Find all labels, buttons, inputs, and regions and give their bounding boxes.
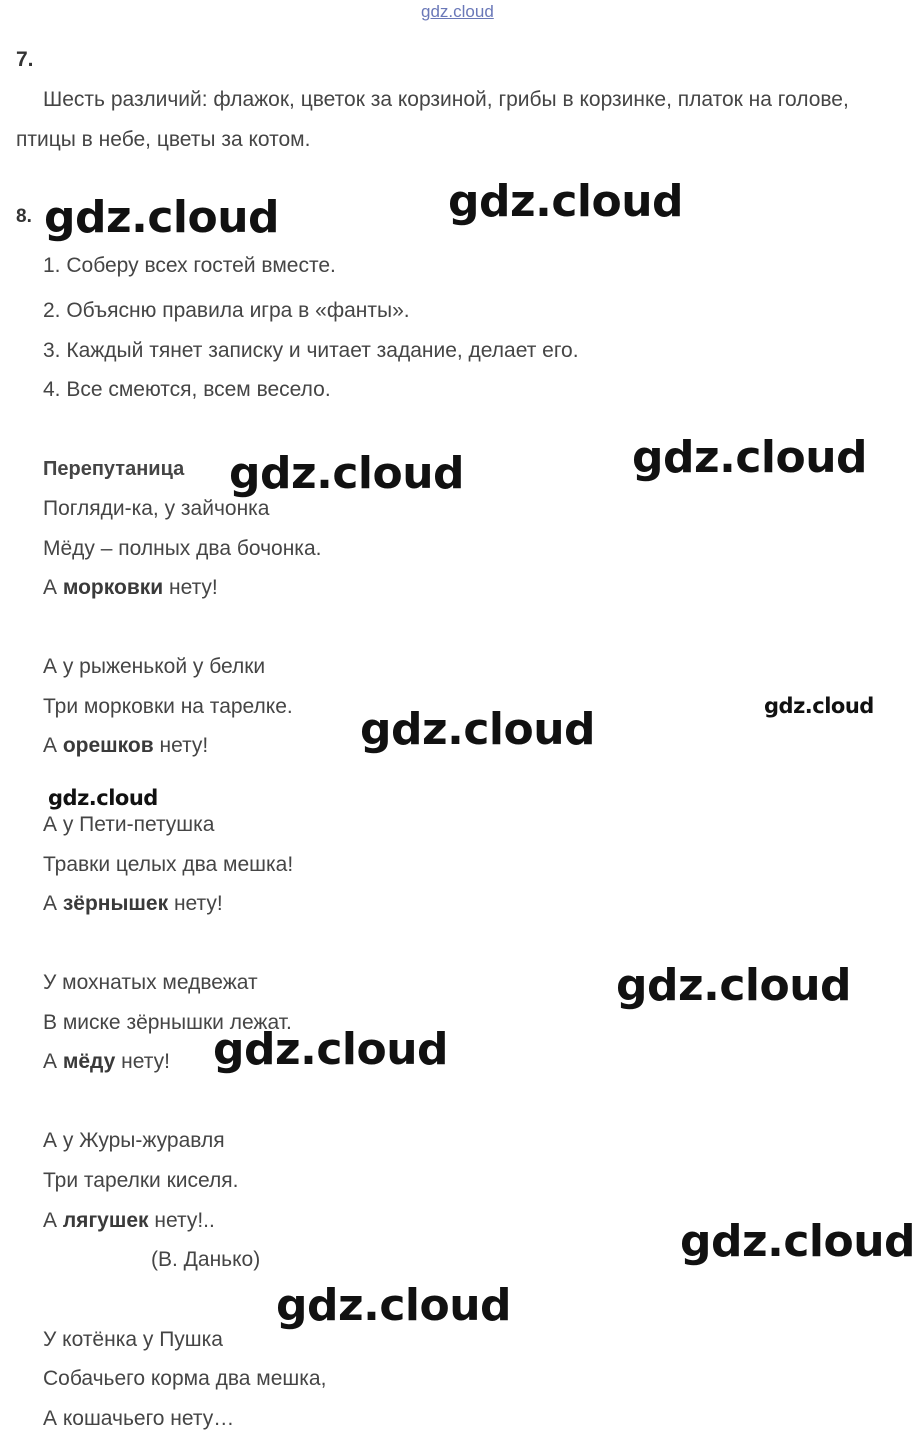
watermark: gdz.cloud [360, 704, 596, 755]
stanza-6-line-1: У котёнка у Пушка [43, 1328, 223, 1351]
poem-title: Перепутаница [43, 458, 185, 480]
task-8-step-3: 3. Каждый тянет записку и читает задание, делает его. [43, 339, 579, 362]
stanza-2-line-3: А орешков нету! [43, 734, 209, 757]
task-8-number: 8. [16, 206, 32, 227]
stanza-5-line-2: Три тарелки киселя. [43, 1169, 239, 1192]
task-7-line-1: Шесть различий: флажок, цветок за корзиной, грибы в корзинке, платок на голове, [43, 88, 849, 111]
watermark: gdz.cloud [213, 1024, 449, 1075]
stanza-1-line-2: Мёду – полных два бочонка. [43, 537, 322, 560]
task-8-step-1: 1. Соберу всех гостей вместе. [43, 254, 336, 277]
stanza-4-line-1: У мохнатых медвежат [43, 971, 258, 994]
header-watermark: gdz.cloud [421, 2, 494, 21]
watermark: gdz.cloud [229, 448, 465, 499]
stanza-3-line-3: А зёрнышек нету! [43, 892, 223, 915]
stanza-4-line-3: А мёду нету! [43, 1050, 170, 1073]
stanza-4-line-2: В миске зёрнышки лежат. [43, 1011, 292, 1034]
task-7-number: 7. [16, 48, 34, 71]
task-8-step-4: 4. Все смеются, всем весело. [43, 378, 331, 401]
task-7-line-2: птицы в небе, цветы за котом. [16, 128, 311, 151]
stanza-5-bold-word: лягушек [62, 1209, 149, 1232]
stanza-6-line-3: А кошачьего нету… [43, 1407, 235, 1430]
watermark: gdz.cloud [276, 1280, 512, 1331]
stanza-1-bold-word: морковки [62, 576, 164, 599]
watermark: gdz.cloud [616, 960, 852, 1011]
watermark: gdz.cloud [48, 786, 158, 810]
stanza-2-line-2: Три морковки на тарелке. [43, 695, 293, 718]
stanza-2-line-1: А у рыженькой у белки [43, 655, 266, 678]
stanza-1-line-1: Погляди-ка, у зайчонка [43, 497, 270, 520]
watermark: gdz.cloud [44, 192, 280, 243]
poem-author: (В. Данько) [151, 1248, 261, 1271]
stanza-3-line-2: Травки целых два мешка! [43, 853, 294, 876]
stanza-3-bold-word: зёрнышек [62, 892, 169, 915]
stanza-3-line-1: А у Пети-петушка [43, 813, 215, 836]
watermark: gdz.cloud [764, 694, 874, 718]
stanza-6-line-2: Собачьего корма два мешка, [43, 1367, 327, 1390]
stanza-5-line-1: А у Журы-журавля [43, 1129, 225, 1152]
watermark: gdz.cloud [680, 1216, 916, 1267]
stanza-4-bold-word: мёду [62, 1050, 116, 1073]
stanza-2-bold-word: орешков [62, 734, 154, 757]
task-8-step-2: 2. Объясню правила игра в «фанты». [43, 299, 410, 322]
stanza-1-line-3: А морковки нету! [43, 576, 218, 599]
watermark: gdz.cloud [448, 176, 684, 227]
watermark: gdz.cloud [632, 432, 868, 483]
stanza-5-line-3: А лягушек нету!.. [43, 1209, 215, 1232]
